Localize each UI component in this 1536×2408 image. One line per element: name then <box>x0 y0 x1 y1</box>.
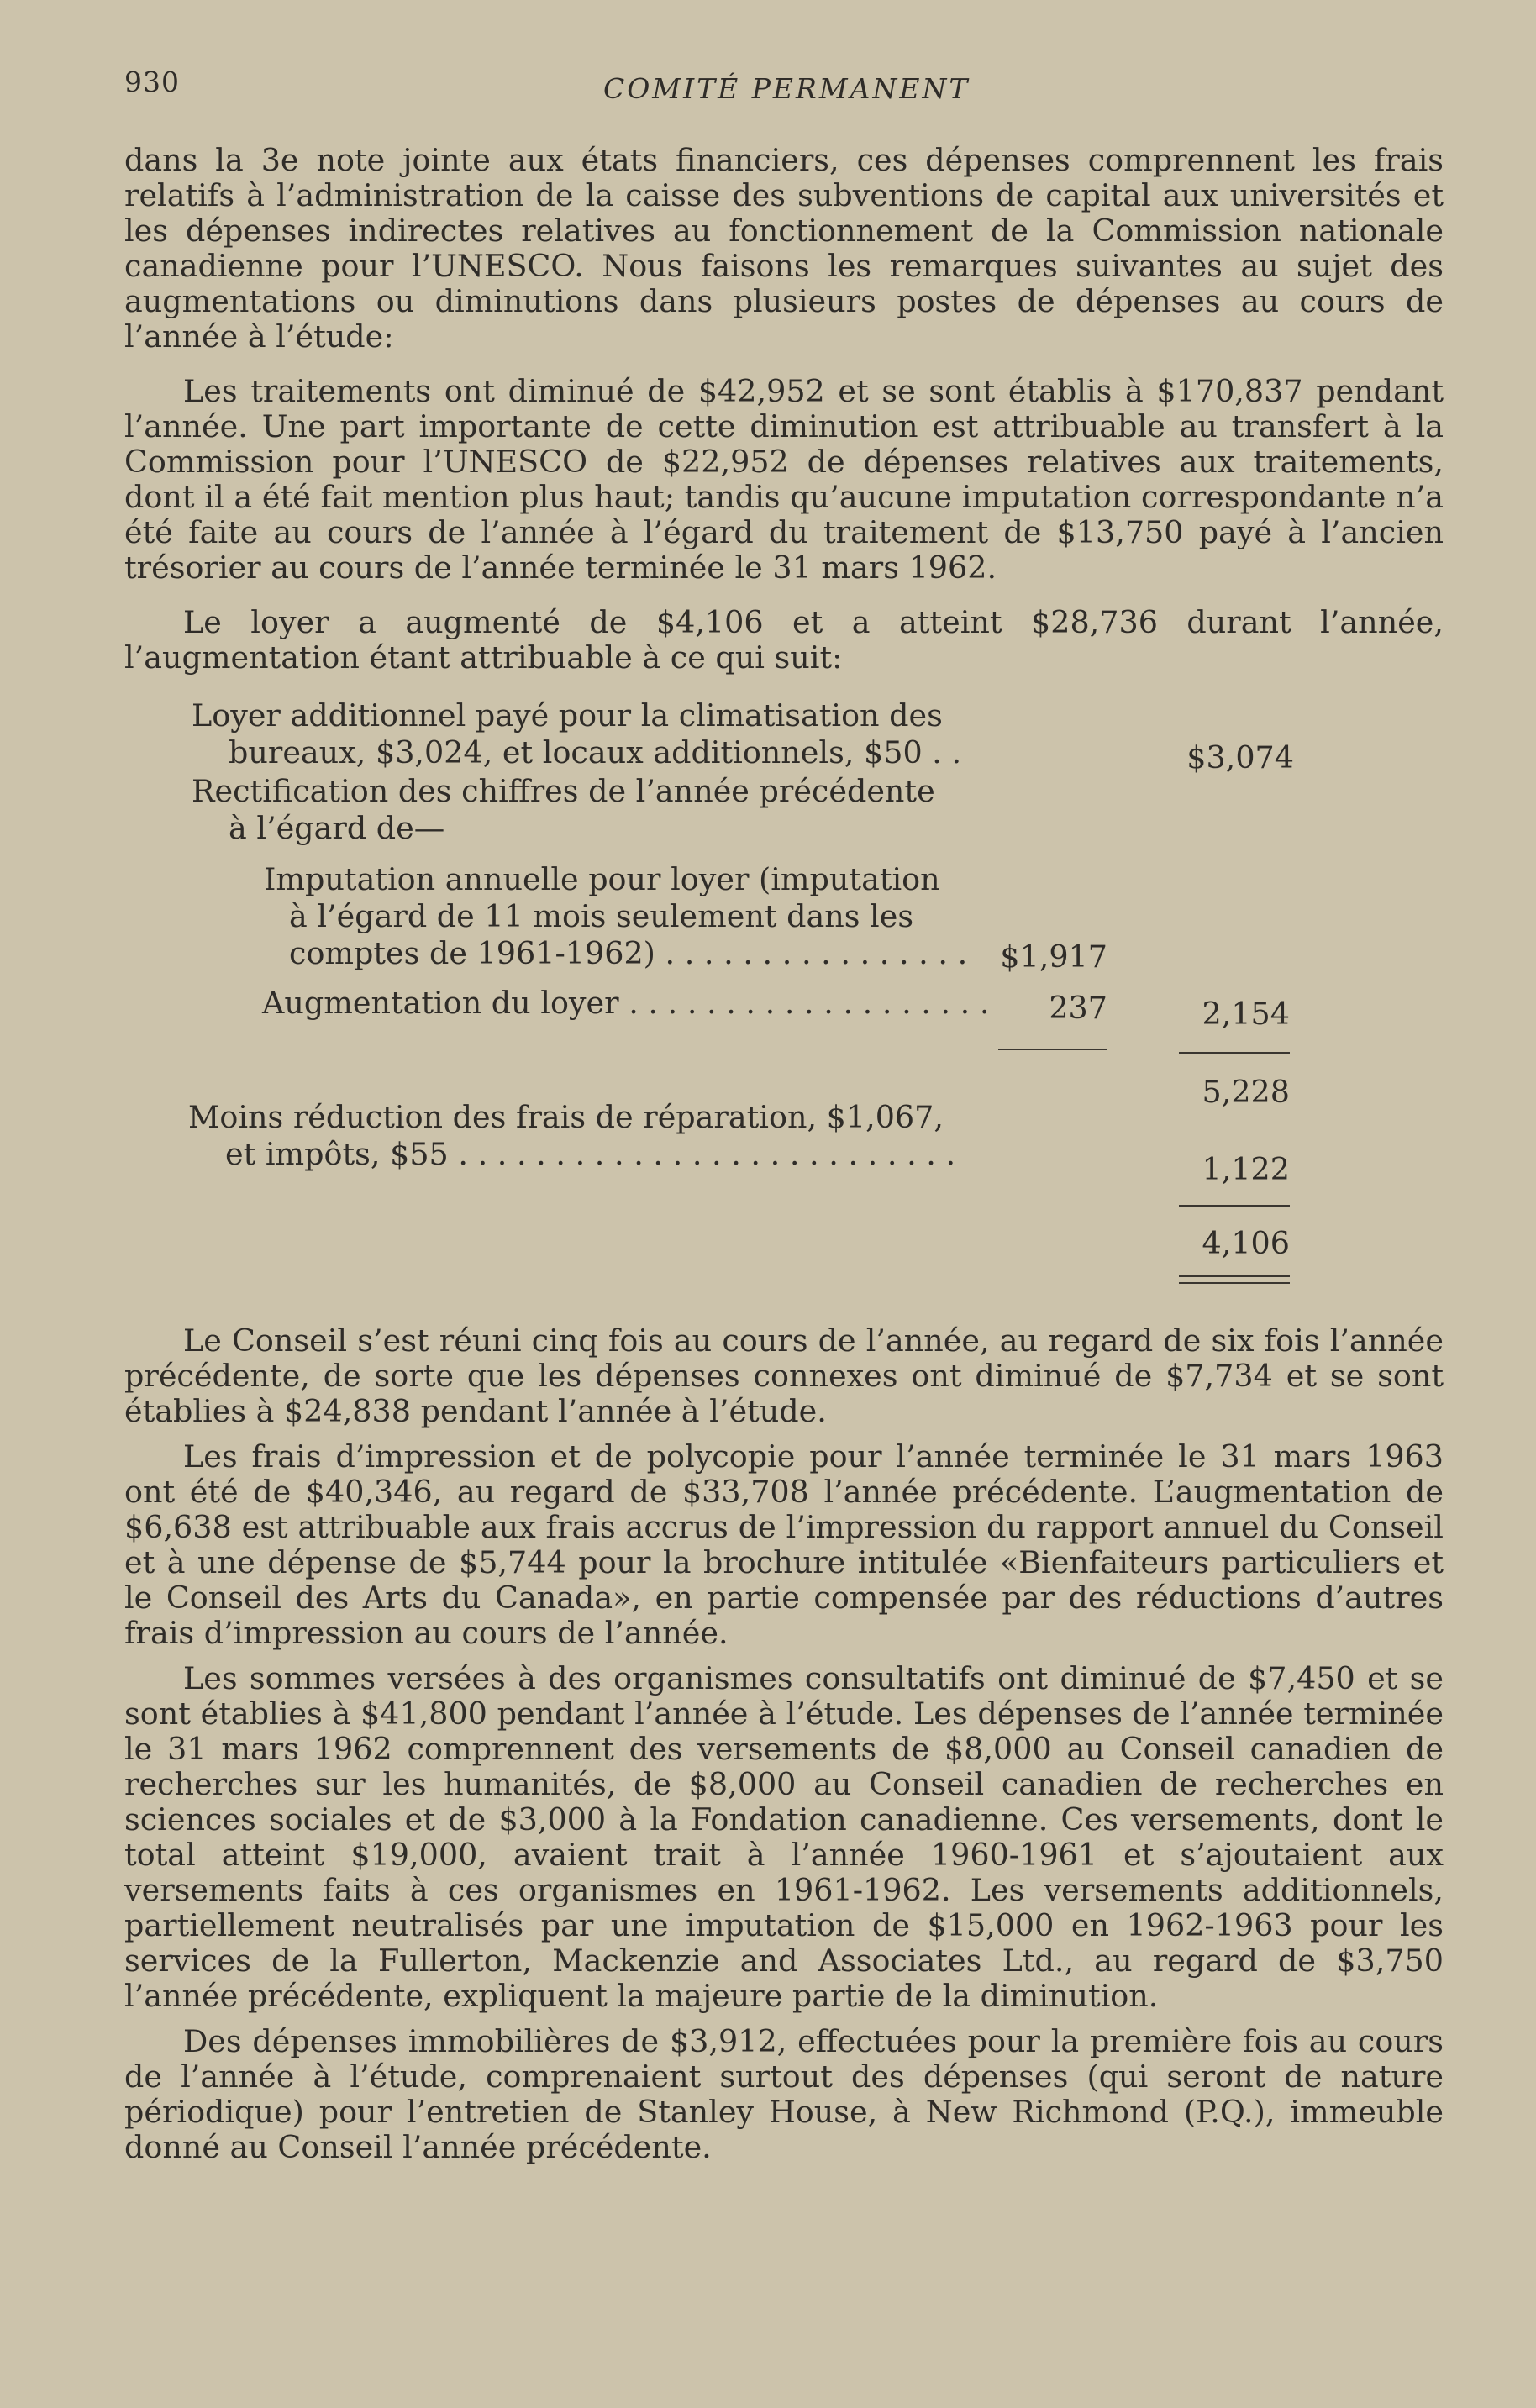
schedule-amount-1: $3,074 <box>1186 739 1294 776</box>
schedule-amount-3: $1,917 <box>1000 938 1107 975</box>
printing-costs-paragraph: Les frais d’impression et de polycopie pour l’année terminée le 31 mars 1963 ont été de $40,346, au regard de $33,708 l’année précédente. L’augmentation de $6,638 est attribuable aux frais accrus de l’impression du rapport annuel du Conseil et à une dépense de $5,744 pour la brochure intitulée «Bienfaiteurs particuliers et le Conseil des Arts du Canada», en partie compensée par des réductions d’autres frais d’impression au cours de l’année. <box>124 1438 1444 1651</box>
schedule-line-1b: bureaux, $3,024, et locaux additionnels, $50 . . <box>229 734 962 770</box>
schedule-line-4: Augmentation du loyer . . . . . . . . . . . . . . . . . . . <box>262 985 990 1021</box>
subtotal-rule-right <box>1179 1052 1290 1054</box>
schedule-line-5b: et impôts, $55 . . . . . . . . . . . . . . . . . . . . . . . . . . <box>225 1136 956 1172</box>
total-double-rule <box>1179 1275 1290 1284</box>
schedule-line-2a: Rectification des chiffres de l’année précédente <box>192 773 935 809</box>
schedule-total: 4,106 <box>1202 1225 1290 1261</box>
schedule-line-5a: Moins réduction des frais de réparation, $1,067, <box>188 1099 944 1135</box>
subtotal-rule-middle <box>998 1049 1107 1050</box>
schedule-line-3b: à l’égard de 11 mois seulement dans les <box>289 898 914 934</box>
schedule-line-3a: Imputation annuelle pour loyer (imputation <box>264 861 940 897</box>
closing-paragraphs <box>124 1323 1444 2175</box>
schedule-amount-4: 237 <box>1049 990 1107 1026</box>
salaries-paragraph: Les traitements ont diminué de $42,952 et se sont établis à $170,837 pendant l’année. Une part importante de cette diminution est attribuable au transfert à la Commission pour l’UNESCO de $22,952 de dépenses relatives aux traitements, dont il a été fait mention plus haut; tandis qu’aucune imputation correspondante n’a été faite au cours de l’année à l’égard du traitement de $13,750 payé à l’ancien trésorier au cours de l’année terminée le 31 mars 1962. <box>124 373 1444 586</box>
council-meetings-paragraph: Le Conseil s’est réuni cinq fois au cours de l’année, au regard de six fois l’année précédente, de sorte que les dépenses connexes ont diminué de $7,734 et se sont établies à $24,838 pendant l’année à l’étude. <box>124 1322 1444 1429</box>
rent-paragraph: Le loyer a augmenté de $4,106 et a atteint $28,736 durant l’année, l’augmentation étant attribuable à ce qui suit: <box>124 604 1444 676</box>
schedule-line-1a: Loyer additionnel payé pour la climatisation des <box>192 697 943 733</box>
schedule-line-3c: comptes de 1961-1962) . . . . . . . . . . . . . . . . <box>289 935 968 971</box>
schedule-total-4: 2,154 <box>1202 996 1290 1032</box>
page-number: 930 <box>124 66 180 98</box>
property-expenses-paragraph: Des dépenses immobilières de $3,912, effectuées pour la première fois au cours de l’année à l’étude, comprenaient surtout des dépenses (qui seront de nature périodique) pour l’entretien de Stanley House, à New Richmond (P.Q.), immeuble donné au Conseil l’année précédente. <box>124 2023 1444 2165</box>
advisory-bodies-paragraph: Les sommes versées à des organismes consultatifs ont diminué de $7,450 et se sont établies à $41,800 pendant l’année à l’étude. Les dépenses de l’année terminée le 31 mars 1962 comprennent des versements de $8,000 au Conseil canadien de recherches sur les humanités, de $8,000 au Conseil canadien de recherches en sciences sociales et de $3,000 à la Fondation canadienne. Ces versements, dont le total atteint $19,000, avaient trait à l’année 1960-1961 et s’ajoutaient aux versements faits à ces organismes en 1961-1962. Les versements additionnels, partiellement neutralisés par une imputation de $15,000 en 1962-1963 pour les services de la Fullerton, Mackenzie and Associates Ltd., au regard de $3,750 l’année précédente, expliquent la majeure partie de la diminution. <box>124 1660 1444 2014</box>
intro-paragraph: dans la 3e note jointe aux états financiers, ces dépenses comprennent les frais relatifs à l’administration de la caisse des subventions de capital aux universités et les dépenses indirectes relatives au fonctionnement de la Commission nationale canadienne pour l’UNESCO. Nous faisons les remarques suivantes au sujet des augmentations ou diminutions dans plusieurs postes de dépenses au cours de l’année à l’étude: <box>124 142 1444 355</box>
schedule-amount-5: 1,122 <box>1202 1151 1290 1187</box>
schedule-line-2b: à l’égard de— <box>229 810 445 846</box>
running-title: COMITÉ PERMANENT <box>603 72 971 105</box>
total-rule <box>1179 1205 1290 1207</box>
schedule-subtotal: 5,228 <box>1202 1074 1290 1110</box>
